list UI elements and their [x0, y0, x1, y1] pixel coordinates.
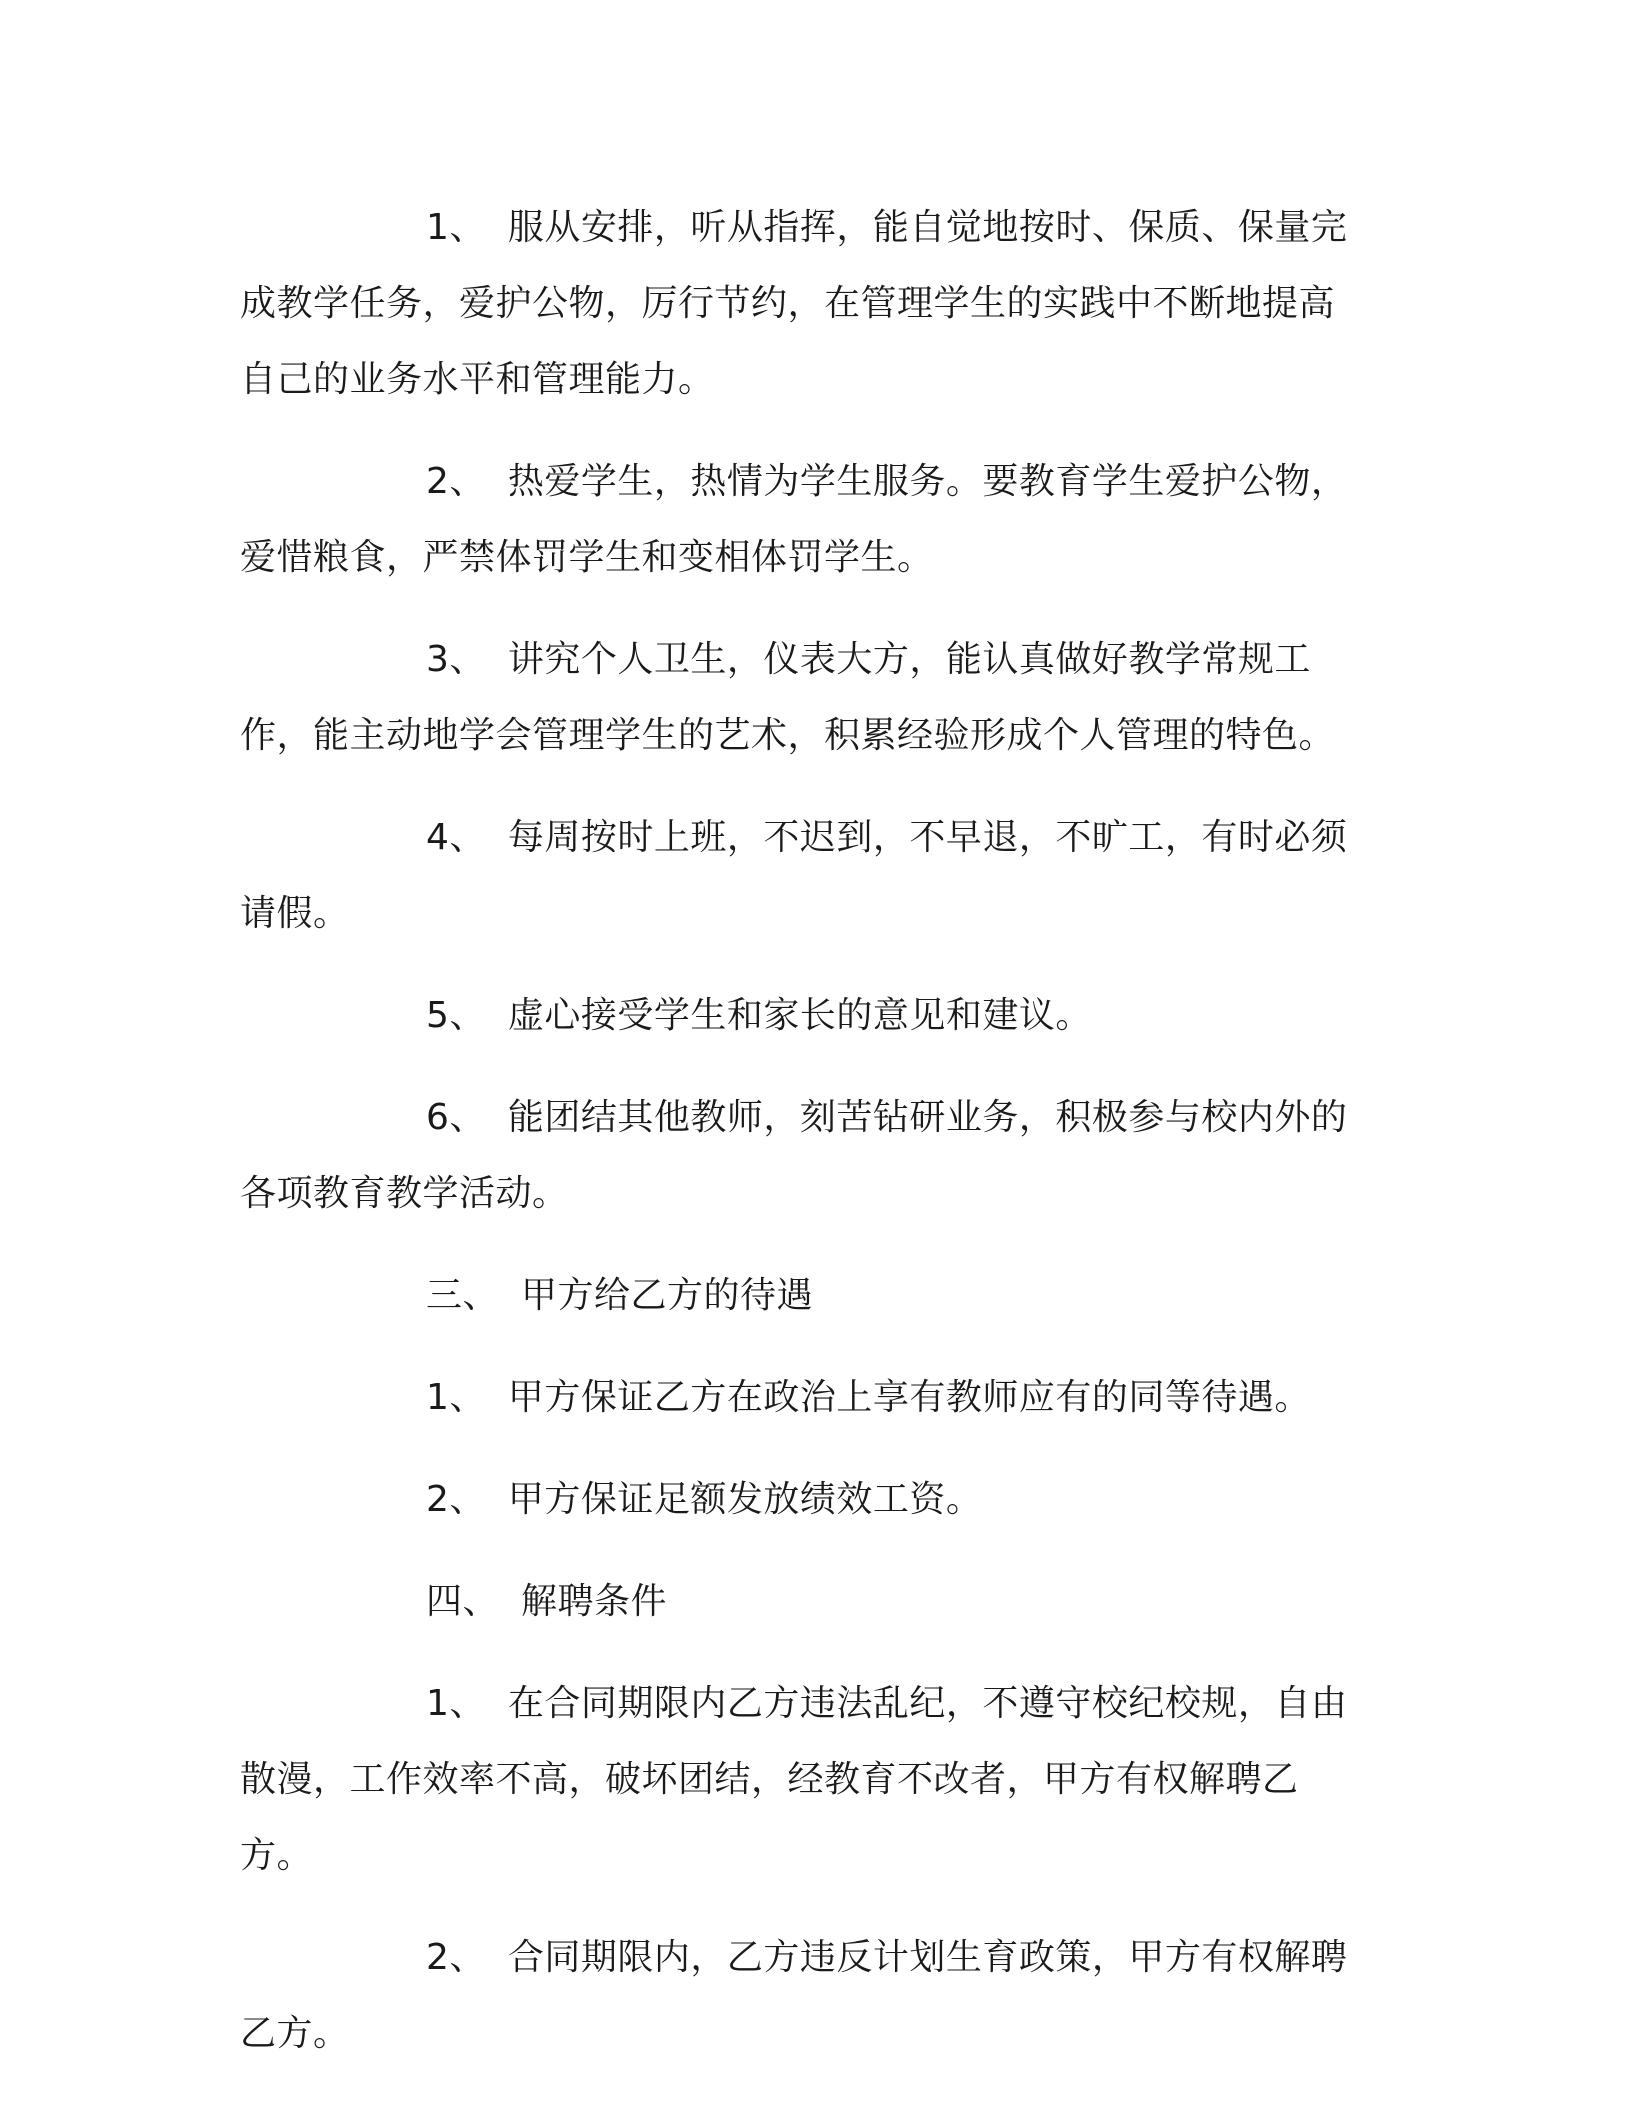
clause-dismissal-2 [240, 1920, 1370, 2072]
clause-number: 5、 [426, 995, 486, 1036]
section-title: 解聘条件 [521, 1581, 668, 1622]
clause-number: 1、 [426, 207, 486, 248]
clause-duty-4 [240, 800, 1370, 952]
document-body [240, 190, 1370, 2072]
clause-number: 2、 [426, 1937, 486, 1978]
clause-text: 讲究个人卫生，仪表大方，能认真做好教学常规工作，能主动地学会管理学生的艺术，积累经验形成个人管理的特色。 [240, 639, 1336, 756]
clause-text: 每周按时上班，不迟到，不早退，不旷工，有时必须请假。 [240, 817, 1348, 934]
clause-duty-5 [240, 978, 1370, 1054]
clause-number: 4、 [426, 817, 486, 858]
clause-text: 在合同期限内乙方违法乱纪，不遵守校纪校规，自由散漫，工作效率不高，破坏团结，经教育不改者，甲方有权解聘乙方。 [240, 1683, 1348, 1876]
clause-treatment-2 [240, 1462, 1370, 1538]
clause-number: 3、 [426, 639, 486, 680]
clause-dismissal-1 [240, 1666, 1370, 1894]
clause-treatment-1 [240, 1360, 1370, 1436]
clause-text: 甲方保证足额发放绩效工资。 [507, 1479, 983, 1520]
clause-duty-6 [240, 1080, 1370, 1232]
clause-duty-1 [240, 190, 1370, 418]
clause-duty-2 [240, 444, 1370, 596]
section-title: 甲方给乙方的待遇 [521, 1275, 814, 1316]
clause-text: 虚心接受学生和家长的意见和建议。 [507, 995, 1092, 1036]
clause-number: 2、 [426, 461, 486, 502]
section-heading-treatment [240, 1258, 1370, 1334]
clause-number: 2、 [426, 1479, 486, 1520]
clause-duty-3 [240, 622, 1370, 774]
clause-text: 能团结其他教师，刻苦钻研业务，积极参与校内外的各项教育教学活动。 [240, 1097, 1348, 1214]
clause-text: 甲方保证乙方在政治上享有教师应有的同等待遇。 [507, 1377, 1311, 1418]
clause-number: 6、 [426, 1097, 486, 1138]
section-heading-dismissal [240, 1564, 1370, 1640]
clause-number: 1、 [426, 1683, 486, 1724]
clause-text: 热爱学生，热情为学生服务。要教育学生爱护公物，爱惜粮食，严禁体罚学生和变相体罚学生。 [240, 461, 1348, 578]
section-number: 三、 [426, 1275, 500, 1316]
clause-text: 合同期限内，乙方违反计划生育政策，甲方有权解聘乙方。 [240, 1937, 1348, 2054]
clause-number: 1、 [426, 1377, 486, 1418]
clause-text: 服从安排，听从指挥，能自觉地按时、保质、保量完成教学任务，爱护公物，厉行节约，在管理学生的实践中不断地提高自己的业务水平和管理能力。 [240, 207, 1348, 400]
section-number: 四、 [426, 1581, 500, 1622]
